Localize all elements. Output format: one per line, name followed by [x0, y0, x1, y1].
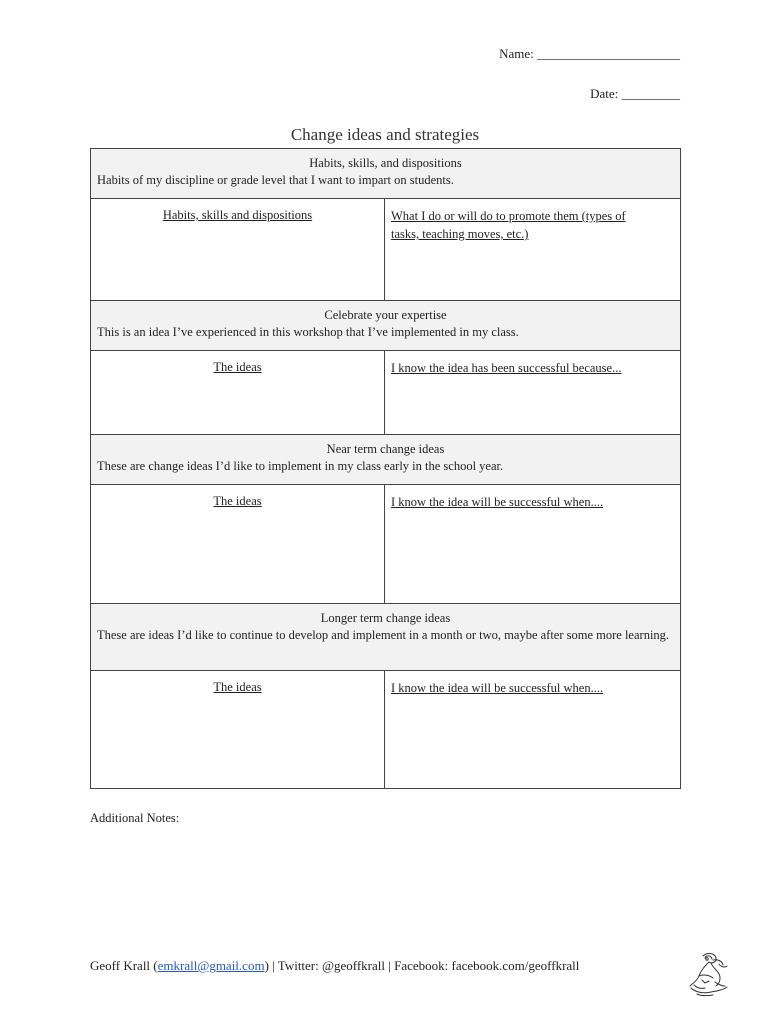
email-link[interactable]: emkrall@gmail.com — [157, 958, 265, 973]
footer-facebook: Facebook: facebook.com/geoffkrall — [394, 958, 580, 973]
column-header: I know the idea has been successful because... — [391, 361, 622, 375]
column-header: The ideas — [213, 494, 262, 508]
date-blank: _________ — [621, 86, 680, 101]
column-header: What I do or will do to promote them (types of tasks, teaching moves, etc.) — [391, 209, 626, 241]
footer-twitter: Twitter: @geoffkrall — [277, 958, 385, 973]
left-column-cell[interactable] — [91, 485, 385, 603]
column-header: The ideas — [213, 360, 262, 374]
section-header-expertise — [91, 301, 680, 351]
section-body-habits — [91, 199, 680, 301]
section-title: Celebrate your expertise — [324, 308, 447, 322]
sketch-logo-icon — [685, 950, 731, 998]
section-body-longer-term — [91, 671, 680, 788]
section-description: These are ideas I’d like to continue to develop and implement in a month or two, maybe after some more learning. — [97, 628, 670, 642]
section-description: Habits of my discipline or grade level that I want to impart on students. — [97, 173, 454, 187]
name-field — [499, 46, 680, 62]
section-body-expertise — [91, 351, 680, 435]
section-title: Longer term change ideas — [320, 611, 451, 625]
left-column-cell[interactable] — [91, 199, 385, 300]
name-blank: ______________________ — [537, 46, 680, 61]
right-column-cell[interactable] — [385, 351, 680, 434]
page-title: Change ideas and strategies — [290, 125, 480, 144]
footer-separator: | — [385, 958, 395, 973]
footer-separator: | — [268, 958, 278, 973]
column-header: I know the idea will be successful when.... — [391, 681, 604, 695]
right-column-cell[interactable] — [385, 671, 680, 788]
name-label: Name: — [499, 46, 534, 61]
section-header-habits — [91, 149, 680, 199]
section-description: These are change ideas I’d like to implement in my class early in the school year. — [97, 459, 504, 473]
strategies-table — [90, 148, 681, 789]
column-header: I know the idea will be successful when.... — [391, 495, 604, 509]
footer — [90, 958, 579, 974]
footer-paren-open: ( — [153, 958, 158, 973]
section-title: Near term change ideas — [326, 442, 445, 456]
right-column-cell[interactable] — [385, 485, 680, 603]
additional-notes-label: Additional Notes: — [90, 811, 180, 825]
footer-author: Geoff Krall — [90, 958, 151, 973]
column-header: The ideas — [213, 680, 262, 694]
column-header: Habits, skills and dispositions — [162, 208, 313, 222]
section-header-longer-term — [91, 604, 680, 671]
section-body-near-term — [91, 485, 680, 604]
section-description: This is an idea I’ve experienced in this workshop that I’ve implemented in my class. — [97, 325, 519, 339]
left-column-cell[interactable] — [91, 671, 385, 788]
left-column-cell[interactable] — [91, 351, 385, 434]
date-field — [590, 86, 680, 102]
footer-paren-close: ) — [264, 958, 269, 973]
right-column-cell[interactable] — [385, 199, 680, 300]
date-label: Date: — [590, 86, 619, 101]
section-header-near-term — [91, 435, 680, 485]
section-title: Habits, skills, and dispositions — [309, 156, 462, 170]
